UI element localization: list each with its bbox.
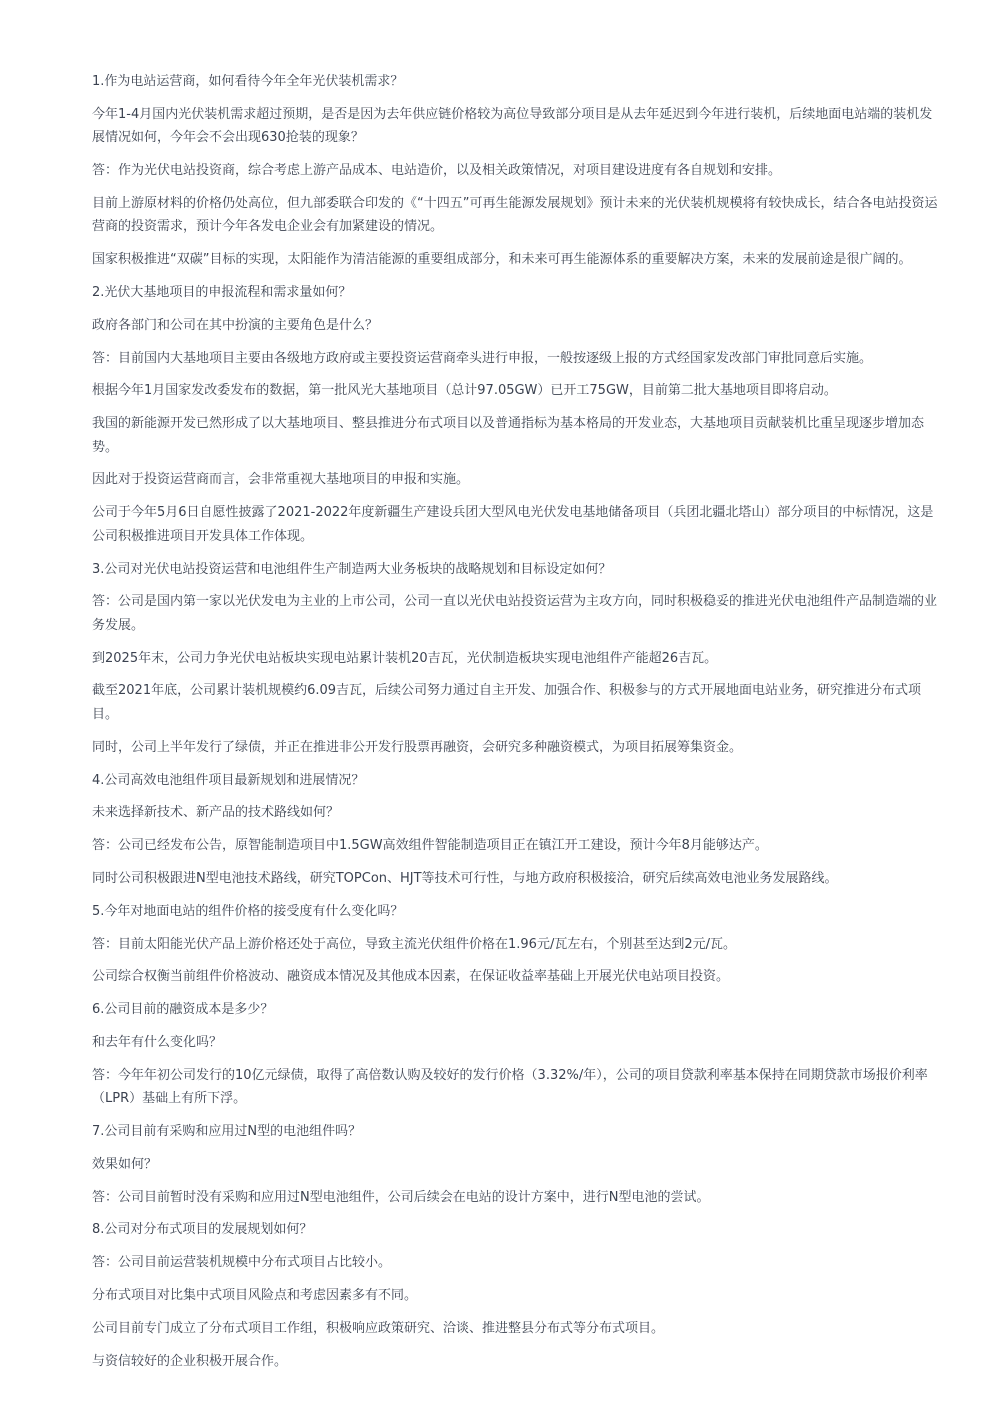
question-1: 1.作为电站运营商，如何看待今年全年光伏装机需求？ bbox=[92, 74, 404, 89]
answer-paragraph: 答：公司目前暂时没有采购和应用过N型电池组件，公司后续会在电站的设计方案中，进行N型电池的尝试。 bbox=[92, 1189, 710, 1205]
answer-paragraph: 目前上游原材料的价格仍处高位，但九部委联合印发的《“十四五”可再生能源发展规划》预计未来的光伏装机规模将有较快成长，结合各电站投资运营商的投资需求，预计今年各发电企业会有加紧建设的情况。 bbox=[92, 195, 938, 235]
answer-paragraph: 分布式项目对比集中式项目风险点和考虑因素多有不同。 bbox=[92, 1288, 418, 1303]
answer-paragraph: 答：公司是国内第一家以光伏发电为主业的上市公司，公司一直以光伏电站投资运营为主攻方向，同时积极稳妥的推进光伏电池组件产品制造端的业务发展。 bbox=[92, 594, 938, 633]
question-5: 5.今年对地面电站的组件价格的接受度有什么变化吗？ bbox=[92, 903, 404, 919]
question-3: 3.公司对光伏电站投资运营和电池组件生产制造两大业务板块的战略规划和目标设定如何？ bbox=[92, 561, 612, 577]
question-2: 2.光伏大基地项目的申报流程和需求量如何？ bbox=[92, 284, 352, 300]
answer-paragraph: 公司综合权衡当前组件价格波动、融资成本情况及其他成本因素，在保证收益率基础上开展光伏电站项目投资。 bbox=[92, 969, 730, 985]
question-6-detail: 和去年有什么变化吗？ bbox=[92, 1034, 223, 1050]
answer-paragraph: 答：目前太阳能光伏产品上游价格还处于高位，导致主流光伏组件价格在1.96元/瓦左右，个别甚至达到2元/瓦。 bbox=[92, 936, 736, 952]
answer-paragraph: 答：公司已经发布公告，原智能制造项目中1.5GW高效组件智能制造项目正在镇江开工建设，预计今年8月能够达产。 bbox=[92, 838, 768, 854]
answer-paragraph: 国家积极推进“双碳”目标的实现，太阳能作为清洁能源的重要组成部分，和未来可再生能源体系的重要解决方案，未来的发展前途是很广阔的。 bbox=[92, 252, 912, 268]
question-7-detail: 效果如何？ bbox=[92, 1156, 158, 1172]
answer-paragraph: 同时公司积极跟进N型电池技术路线，研究TOPCon、HJT等技术可行性，与地方政府积极接洽，研究后续高效电池业务发展路线。 bbox=[92, 870, 838, 886]
answer-paragraph: 与资信较好的企业积极开展合作。 bbox=[92, 1353, 288, 1369]
answer-paragraph: 答：今年年初公司发行的10亿元绿债，取得了高倍数认购及较好的发行价格（3.32%/年），公司的项目贷款利率基本保持在同期贷款市场报价利率（LPR）基础上有所下浮。 bbox=[92, 1067, 928, 1107]
answer-paragraph: 截至2021年底，公司累计装机规模约6.09吉瓦，后续公司努力通过自主开发、加强合作、积极参与的方式开展地面电站业务，研究推进分布式项目。 bbox=[92, 683, 922, 722]
document-page bbox=[92, 70, 944, 1382]
answer-paragraph: 我国的新能源开发已然形成了以大基地项目、整县推进分布式项目以及普通指标为基本格局的开发业态，大基地项目贡献装机比重呈现逐步增加态势。 bbox=[92, 416, 925, 455]
question-4: 4.公司高效电池组件项目最新规划和进展情况？ bbox=[92, 772, 365, 788]
question-1-detail: 今年1-4月国内光伏装机需求超过预期，是否是因为去年供应链价格较为高位导致部分项目是从去年延迟到今年进行装机，后续地面电站端的装机发展情况如何，今年会不会出现630抢装的现象？ bbox=[92, 106, 933, 146]
answer-paragraph: 答：公司目前运营装机规模中分布式项目占比较小。 bbox=[92, 1255, 392, 1271]
answer-paragraph: 到2025年末，公司力争光伏电站板块实现电站累计装机20吉瓦，光伏制造板块实现电池组件产能超26吉瓦。 bbox=[92, 650, 718, 666]
answer-paragraph: 公司于今年5月6日自愿性披露了2021-2022年度新疆生产建设兵团大型风电光伏发电基地储备项目（兵团北疆北塔山）部分项目的中标情况，这是公司积极推进项目开发具体工作体现。 bbox=[92, 505, 934, 544]
answer-paragraph: 因此对于投资运营商而言，会非常重视大基地项目的申报和实施。 bbox=[92, 472, 470, 488]
answer-paragraph: 答：作为光伏电站投资商，综合考虑上游产品成本、电站造价，以及相关政策情况，对项目建设进度有各自规划和安排。 bbox=[92, 163, 782, 179]
answer-paragraph: 公司目前专门成立了分布式项目工作组，积极响应政策研究、洽谈、推进整县分布式等分布式项目。 bbox=[92, 1320, 665, 1336]
question-6: 6.公司目前的融资成本是多少？ bbox=[92, 1002, 274, 1018]
question-4-detail: 未来选择新技术、新产品的技术路线如何？ bbox=[92, 805, 340, 821]
question-8: 8.公司对分布式项目的发展规划如何？ bbox=[92, 1222, 313, 1238]
answer-paragraph: 根据今年1月国家发改委发布的数据，第一批风光大基地项目（总计97.05GW）已开工75GW，目前第二批大基地项目即将启动。 bbox=[92, 383, 837, 399]
question-7: 7.公司目前有采购和应用过N型的电池组件吗？ bbox=[92, 1124, 362, 1140]
answer-paragraph: 同时，公司上半年发行了绿债，并正在推进非公开发行股票再融资，会研究多种融资模式，为项目拓展筹集资金。 bbox=[92, 739, 743, 755]
question-2-detail: 政府各部门和公司在其中扮演的主要角色是什么？ bbox=[92, 317, 379, 333]
answer-paragraph: 答：目前国内大基地项目主要由各级地方政府或主要投资运营商牵头进行申报，一般按逐级上报的方式经国家发改部门审批同意后实施。 bbox=[92, 350, 873, 366]
